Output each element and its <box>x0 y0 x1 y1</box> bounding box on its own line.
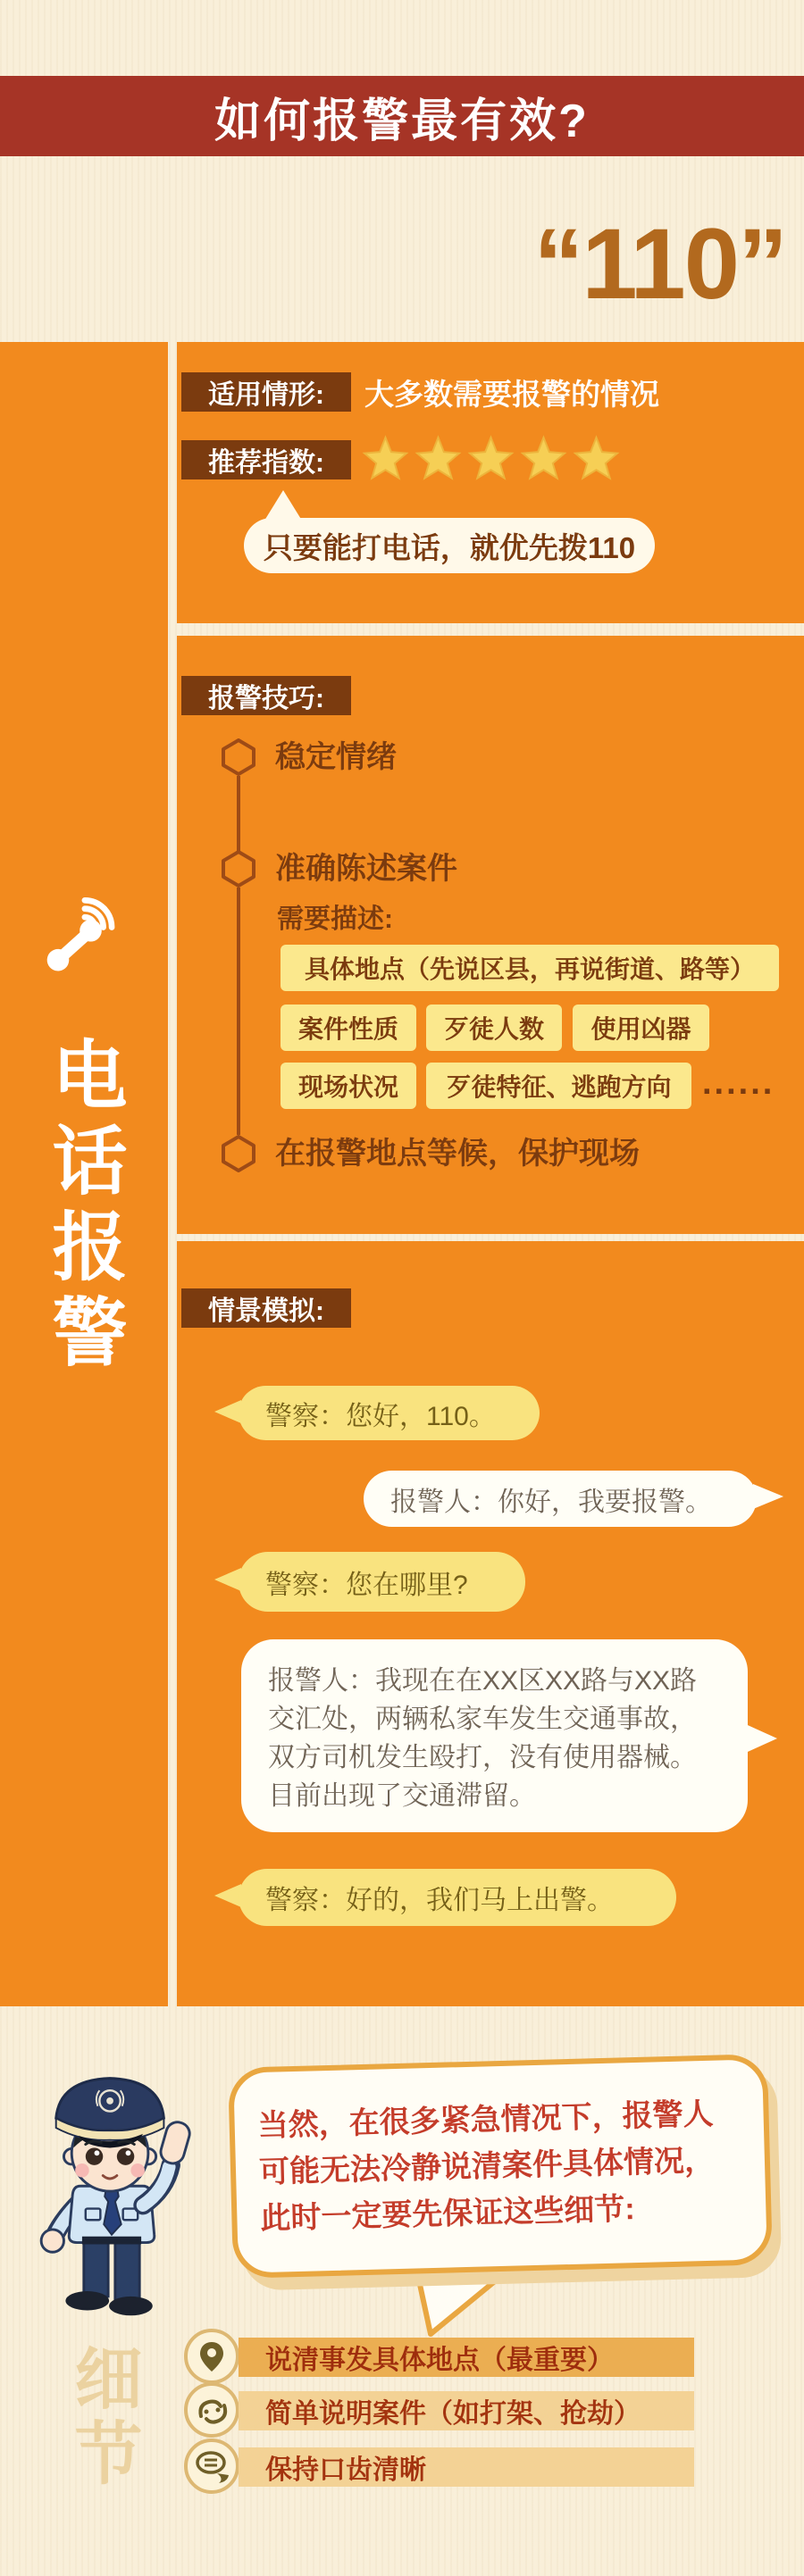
chat-message-police: 警察：好的，我们马上出警。 <box>239 1869 676 1926</box>
star-icon <box>573 435 620 482</box>
describe-item-case-nature: 案件性质 <box>281 1005 416 1051</box>
chat-message-caller: 报警人：你好，我要报警。 <box>364 1471 757 1527</box>
tip-item-location: 说清事发具体地点（最重要） <box>239 2338 694 2377</box>
label-reporting-tips: 报警技巧: <box>181 676 351 715</box>
page-title: 如何报警最有效? <box>214 95 590 147</box>
describe-item-weapon: 使用凶器 <box>573 1005 709 1051</box>
fight-icon <box>194 2392 230 2428</box>
tip-icon-circle <box>184 2329 239 2384</box>
chat-bubble-tail <box>214 1884 241 1907</box>
chat-message-police: 警察：您好，110。 <box>239 1386 540 1440</box>
describe-item-location: 具体地点（先说区县，再说街道、路等） <box>281 945 779 991</box>
footer-advice-bubble: 当然，在很多紧急情况下，报警人可能无法冷静说清案件具体情况，此时一定要先保证这些细节: <box>228 2054 773 2279</box>
hexagon-bullet-icon <box>220 738 257 776</box>
describe-label: 需要描述: <box>277 905 393 934</box>
step-connector-line <box>237 776 240 851</box>
ellipsis-dots: ...... <box>702 1064 775 1102</box>
step-stay-calm: 稳定情绪 <box>275 740 397 774</box>
police-officer-illustration <box>32 2064 191 2325</box>
tip-item-brief-case: 简单说明案件（如打架、抢劫） <box>239 2391 694 2430</box>
callout-dial-110-first: 只要能打电话，就优先拨110 <box>244 518 655 573</box>
describe-item-scene-status: 现场状况 <box>281 1063 416 1109</box>
hotline-number: “110” <box>533 208 786 320</box>
star-icon <box>415 435 462 482</box>
details-watermark: 细节 <box>64 2343 140 2493</box>
star-icon <box>467 435 515 482</box>
title-banner <box>0 76 804 156</box>
star-rating <box>362 435 620 482</box>
tip-icon-circle <box>184 2438 239 2494</box>
tip-icon-circle <box>184 2382 239 2438</box>
location-pin-icon <box>194 2338 230 2374</box>
tip-item-clear-speech: 保持口齿清晰 <box>239 2447 694 2487</box>
applicable-situation-value: 大多数需要报警的情况 <box>364 378 659 411</box>
hexagon-bullet-icon <box>220 850 257 888</box>
star-icon <box>362 435 409 482</box>
clear-speech-icon <box>194 2448 230 2484</box>
label-applicable-situation: 适用情形: <box>181 372 351 412</box>
sidebar-label: 电话报警 <box>42 1036 126 1379</box>
describe-item-suspect-features: 歹徒特征、逃跑方向 <box>426 1063 691 1109</box>
chat-bubble-tail <box>753 1484 783 1509</box>
describe-item-suspect-count: 歹徒人数 <box>426 1005 562 1051</box>
step-wait-protect-scene: 在报警地点等候，保护现场 <box>275 1137 640 1171</box>
label-scenario-simulation: 情景模拟: <box>181 1288 351 1328</box>
step-connector-line <box>237 888 240 1135</box>
chat-bubble-tail <box>214 1568 241 1591</box>
chat-message-caller-long: 报警人：我现在在XX区XX路与XX路交汇处，两辆私家车发生交通事故，双方司机发生殴打，没有使用器械。目前出现了交通滞留。 <box>241 1639 748 1832</box>
step-state-case: 准确陈述案件 <box>275 852 457 886</box>
chat-message-police: 警察：您在哪里? <box>239 1552 525 1612</box>
star-icon <box>520 435 567 482</box>
footer-bubble-tail <box>404 2266 529 2341</box>
hexagon-bullet-icon <box>220 1135 257 1172</box>
chat-bubble-tail <box>214 1400 241 1423</box>
label-recommend-index: 推荐指数: <box>181 440 351 479</box>
phone-call-icon <box>36 893 129 979</box>
callout-bubble-tail <box>264 490 302 521</box>
